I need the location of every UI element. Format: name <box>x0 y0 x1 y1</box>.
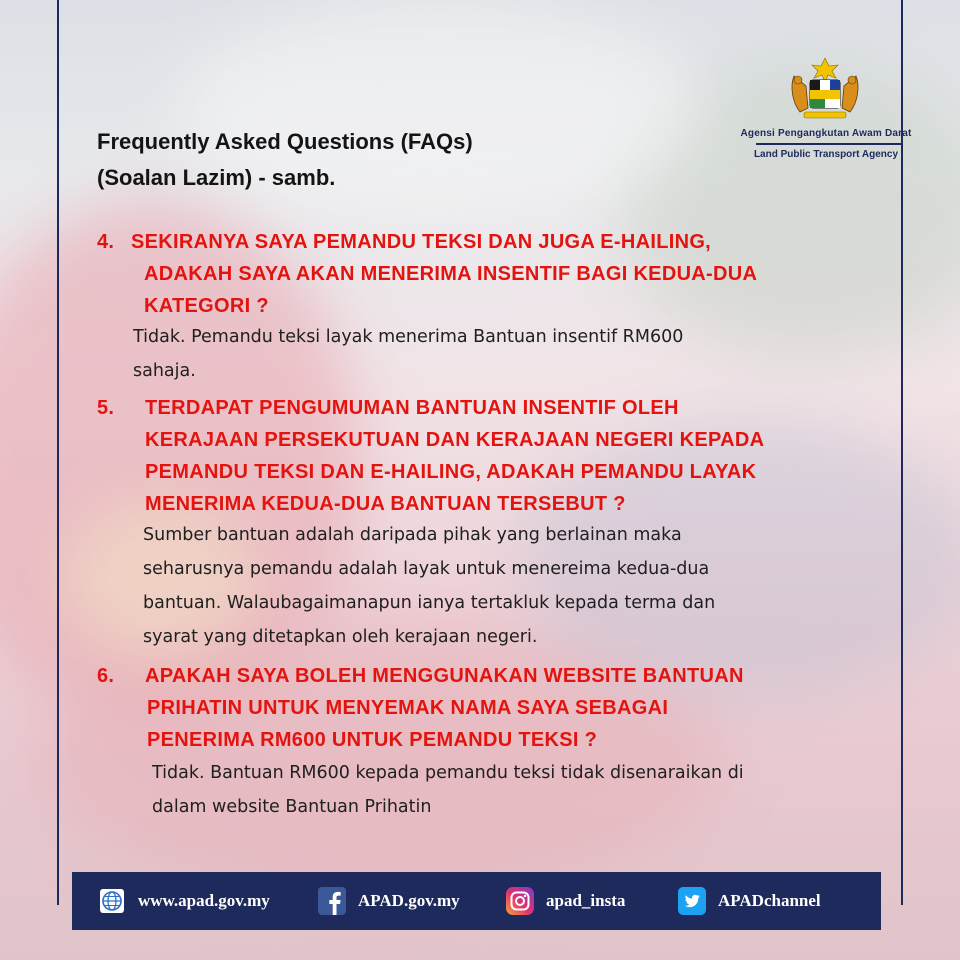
faq-5-question-line: MENERIMA KEDUA-DUA BANTUAN TERSEBUT ? <box>145 493 626 515</box>
faq-4-answer-line: sahaja. <box>133 361 196 381</box>
faq-6-number: 6. <box>97 665 115 687</box>
title-line-1: Frequently Asked Questions (FAQs) <box>97 129 473 154</box>
faq-4-answer <box>133 320 683 388</box>
faq-4-answer-line: Tidak. Pemandu teksi layak menerima Bantuan insentif RM600 <box>133 327 684 347</box>
page-title <box>97 124 473 196</box>
faq-6-question-line: PRIHATIN UNTUK MENYEMAK NAMA SAYA SEBAGAI <box>147 697 669 719</box>
footer-instagram-text: apad_insta <box>546 891 626 910</box>
faq-6-question-line: APAKAH SAYA BOLEH MENGGUNAKAN WEBSITE BANTUAN <box>145 665 744 687</box>
footer-website-link[interactable] <box>98 872 270 930</box>
footer-facebook-text: APAD.gov.my <box>358 891 460 910</box>
faq-6-answer <box>152 756 744 824</box>
footer-instagram-link[interactable] <box>506 872 625 930</box>
faq-5-answer-line: seharusnya pemandu adalah layak untuk menereima kedua-dua <box>143 559 710 579</box>
faq-4-question-line: ADAKAH SAYA AKAN MENERIMA INSENTIF BAGI KEDUA-DUA <box>144 263 758 285</box>
faq-5-answer <box>143 518 715 654</box>
faq-5-answer-line: bantuan. Walaubagaimanapun ianya tertakluk kepada terma dan <box>143 593 716 613</box>
faq-4-question-line: SEKIRANYA SAYA PEMANDU TEKSI DAN JUGA E-HAILING, <box>131 231 712 253</box>
faq-5-question-line: KERAJAAN PERSEKUTUAN DAN KERAJAAN NEGERI KEPADA <box>145 429 765 451</box>
agency-logo <box>740 56 912 172</box>
footer-twitter-link[interactable] <box>678 872 821 930</box>
footer-facebook-link[interactable] <box>318 872 460 930</box>
faq-5-question-line: PEMANDU TEKSI DAN E-HAILING, ADAKAH PEMANDU LAYAK <box>145 461 757 483</box>
faq-5-answer-line: Sumber bantuan adalah daripada pihak yang berlainan maka <box>143 525 682 545</box>
footer-twitter-text: APADchannel <box>718 891 821 910</box>
globe-icon <box>98 887 126 915</box>
faq-4-question-line: KATEGORI ? <box>144 295 269 317</box>
agency-divider <box>756 143 902 145</box>
faq-5-number: 5. <box>97 397 115 419</box>
faq-6-answer-line: dalam website Bantuan Prihatin <box>152 797 432 817</box>
twitter-icon <box>678 887 706 915</box>
agency-name-english: Land Public Transport Agency <box>753 149 899 160</box>
title-line-2: (Soalan Lazim) - samb. <box>97 165 336 190</box>
footer-website-text: www.apad.gov.my <box>138 891 270 910</box>
instagram-icon <box>506 887 534 915</box>
faq-4-number: 4. <box>97 231 115 253</box>
faq-5-answer-line: syarat yang ditetapkan oleh kerajaan negeri. <box>143 627 538 647</box>
footer-bar <box>72 872 881 930</box>
faq-6-answer-line: Tidak. Bantuan RM600 kepada pemandu teksi tidak disenaraikan di <box>152 763 744 783</box>
coat-of-arms-icon <box>786 56 864 124</box>
agency-name-malay: Agensi Pengangkutan Awam Darat <box>740 128 912 139</box>
facebook-icon <box>318 887 346 915</box>
faq-6-question-line: PENERIMA RM600 UNTUK PEMANDU TEKSI ? <box>147 729 598 751</box>
faq-5-question-line: TERDAPAT PENGUMUMAN BANTUAN INSENTIF OLEH <box>145 397 679 419</box>
